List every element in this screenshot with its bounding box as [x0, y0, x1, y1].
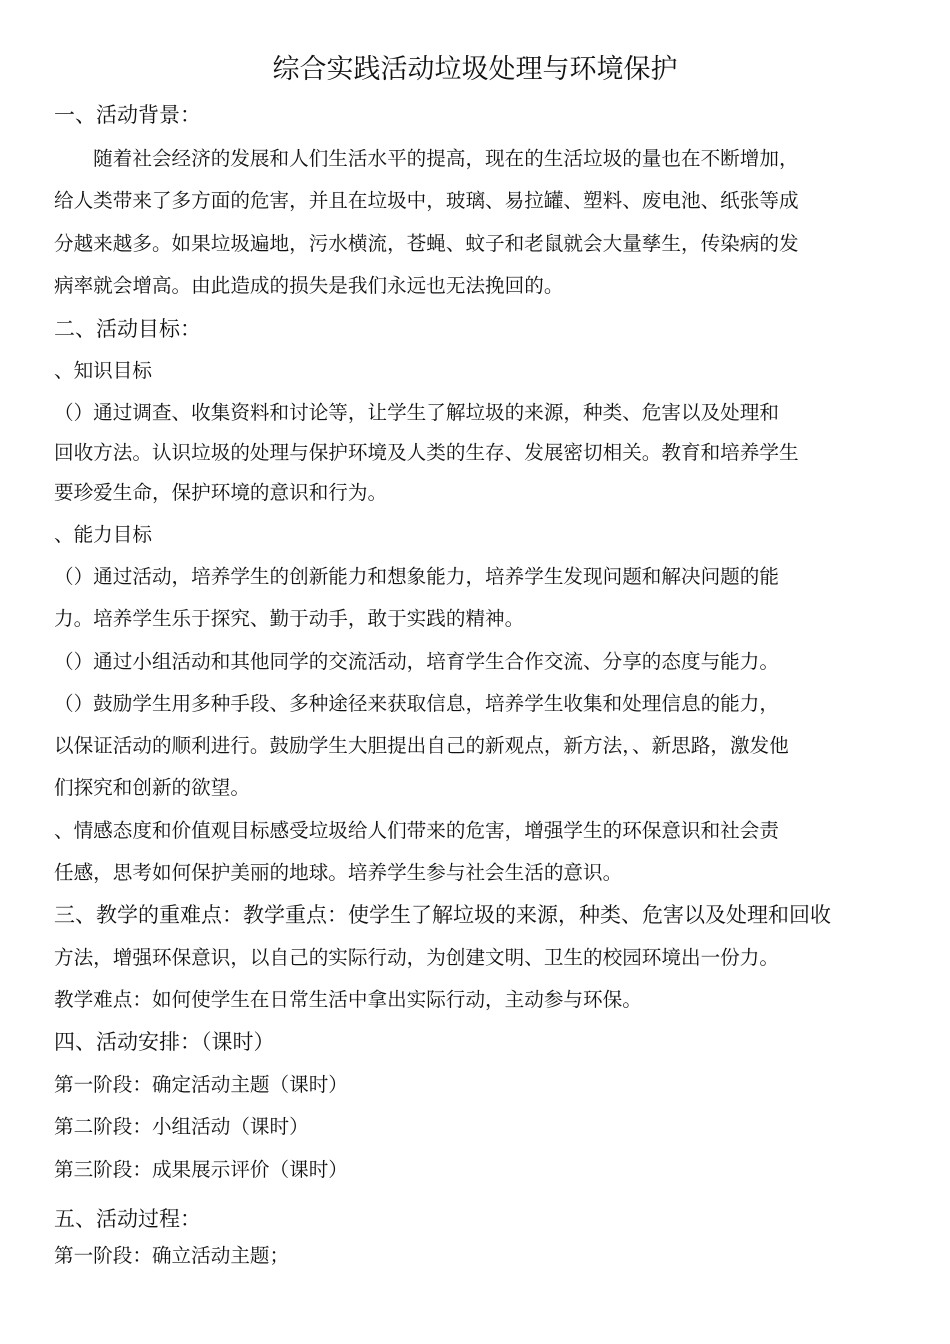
paragraph-line: 给人类带来了多方面的危害，并且在垃圾中，玻璃、易拉罐、塑料、废电池、纸张等成 — [54, 189, 799, 212]
paragraph-line: 力。培养学生乐于探究、勤于动手，敢于实践的精神。 — [54, 607, 525, 630]
paragraph-line: 、情感态度和价值观目标感受垃圾给人们带来的危害，增强学生的环保意识和社会责 — [54, 819, 779, 842]
paragraph-line: 教学难点：如何使学生在日常生活中拿出实际行动，主动参与环保。 — [54, 988, 642, 1011]
paragraph-line: 方法，增强环保意识，以自己的实际行动，为创建文明、卫生的校园环境出一份力。 — [54, 946, 779, 969]
paragraph-line: 以保证活动的顺利进行。鼓励学生大胆提出自己的新观点，新方法，、新思路，激发他 — [54, 734, 789, 757]
paragraph-line: （）通过活动，培养学生的创新能力和想象能力，培养学生发现问题和解决问题的能 — [54, 565, 779, 588]
paragraph-line: （）鼓励学生用多种手段、多种途径来获取信息，培养学生收集和处理信息的能力， — [54, 692, 779, 715]
paragraph-line: 回收方法。认识垃圾的处理与保护环境及人类的生存、发展密切相关。教育和培养学生 — [54, 441, 799, 464]
paragraph-line: 分越来越多。如果垃圾遍地，污水横流，苍蝇、蚊子和老鼠就会大量孳生，传染病的发 — [54, 232, 799, 255]
section-heading-background: 一、活动背景： — [54, 103, 201, 127]
paragraph-line: 病率就会增高。由此造成的损失是我们永远也无法挽回的。 — [54, 274, 564, 297]
paragraph-line: （）通过小组活动和其他同学的交流活动，培育学生合作交流、分享的态度与能力。 — [54, 650, 779, 673]
schedule-item: 第一阶段：确定活动主题（课时） — [54, 1073, 348, 1096]
paragraph-line: （）通过调查、收集资料和讨论等，让学生了解垃圾的来源，种类、危害以及处理和 — [54, 401, 779, 424]
paragraph-line: 随着社会经济的发展和人们生活水平的提高，现在的生活垃圾的量也在不断增加， — [54, 147, 799, 170]
section-heading-process: 五、活动过程： — [54, 1207, 201, 1231]
paragraph-line: 要珍爱生命，保护环境的意识和行为。 — [54, 481, 388, 504]
schedule-item: 第二阶段：小组活动（课时） — [54, 1115, 309, 1138]
section-heading-key-points: 三、教学的重难点：教学重点：使学生了解垃圾的来源，种类、危害以及处理和回收 — [54, 903, 831, 927]
subheading-ability: 、能力目标 — [54, 523, 152, 546]
paragraph-line: 第一阶段：确立活动主题； — [54, 1244, 290, 1267]
paragraph-line: 们探究和创新的欲望。 — [54, 776, 250, 799]
document-title: 综合实践活动垃圾处理与环境保护 — [272, 54, 678, 85]
section-heading-goals: 二、活动目标： — [54, 317, 201, 341]
subheading-knowledge: 、知识目标 — [54, 359, 152, 382]
section-heading-schedule: 四、活动安排：（课时） — [54, 1030, 275, 1054]
paragraph-line: 任感，思考如何保护美丽的地球。培养学生参与社会生活的意识。 — [54, 861, 623, 884]
schedule-item: 第三阶段：成果展示评价（课时） — [54, 1158, 348, 1181]
